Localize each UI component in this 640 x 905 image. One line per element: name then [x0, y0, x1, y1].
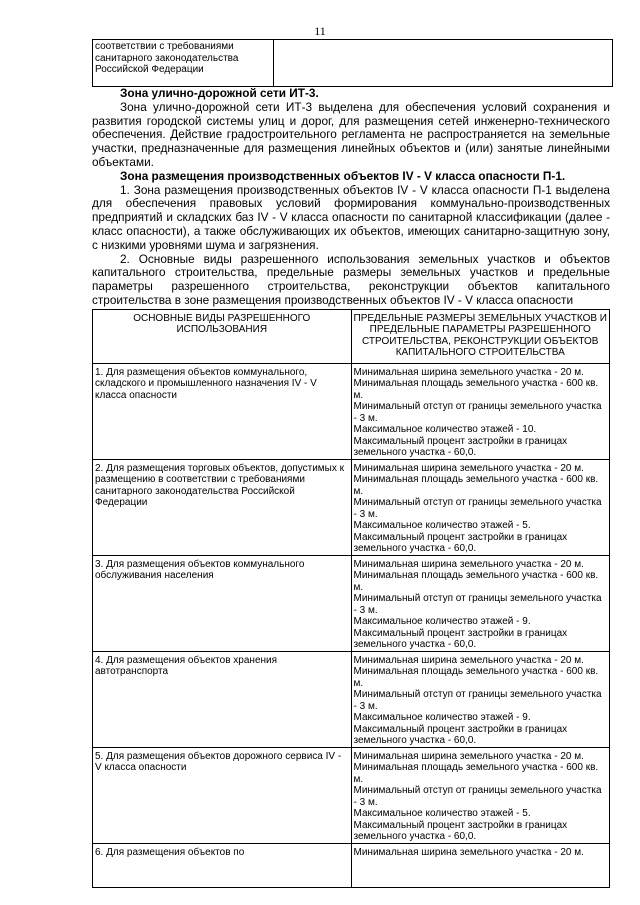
header-permitted-uses: ОСНОВНЫЕ ВИДЫ РАЗРЕШЕННОГО ИСПОЛЬЗОВАНИЯ — [93, 309, 352, 363]
use-cell: 3. Для размещения объектов коммунального обслуживания населения — [93, 555, 352, 651]
table-row — [93, 40, 613, 87]
param-line: Минимальная площадь земельного участка - 600 кв. м. — [353, 378, 599, 401]
params-cell — [351, 363, 610, 459]
continuation-cell-right — [274, 40, 613, 87]
permitted-uses-table — [92, 309, 610, 888]
use-cell: 1. Для размещения объектов коммунального, складского и промышленного назначения IV - V класса опасности — [93, 363, 352, 459]
param-line: Минимальная ширина земельного участка - 20 м. — [353, 366, 584, 378]
param-line: Минимальный отступ от границы земельного участка - 3 м. — [353, 785, 602, 808]
param-line: Минимальная ширина земельного участка - 20 м. — [353, 750, 584, 762]
param-line: Минимальная ширина земельного участка - 20 м. — [353, 846, 584, 858]
use-cell: 6. Для размещения объектов по — [93, 843, 352, 887]
param-line: Максимальное количество этажей - 9. — [353, 616, 531, 628]
params-cell — [351, 459, 610, 555]
table-header-row — [93, 309, 610, 363]
param-line: Максимальное количество этажей - 9. — [353, 712, 531, 724]
table-row — [93, 843, 610, 887]
header-limit-parameters: ПРЕДЕЛЬНЫЕ РАЗМЕРЫ ЗЕМЕЛЬНЫХ УЧАСТКОВ И ПРЕДЕЛЬНЫЕ ПАРАМЕТРЫ РАЗРЕШЕННОГО СТРОИТЕЛЬСТВА, РЕКОНСТРУКЦИИ ОБЪЕКТОВ КАПИТАЛЬНОГО СТРОИТЕЛЬСТВА — [351, 309, 610, 363]
zone-it3-paragraph: Зона улично-дорожной сети ИТ-3 выделена для обеспечения условий сохранения и развития городской системы улиц и дорог, для размещения сетей инженерно-технического обеспечения. Действие градостроительного регламента не распространяется на земельные участки, предназначенные для размещения линейных объектов и (или) занятые линейными объектами. — [92, 99, 610, 169]
continuation-cell-left: соответствии с требованиями санитарного законодательства Российской Федерации — [93, 40, 274, 87]
continuation-table — [92, 39, 613, 87]
param-line: Минимальная площадь земельного участка - 600 кв. м. — [353, 666, 599, 689]
params-cell — [351, 555, 610, 651]
param-line: Минимальный отступ от границы земельного участка - 3 м. — [353, 593, 602, 616]
table-row — [93, 555, 610, 651]
param-line: Максимальный процент застройки в границах земельного участка - 60,0. — [353, 435, 568, 459]
table-row — [93, 651, 610, 747]
zone-p1-paragraph-2: 2. Основные виды разрешенного использования земельных участков и объектов капитального строительства, предельные размеры земельных участков и предельные параметры разрешенного строительства, реконструкции объектов капитального строительства в зоне размещения производственных объектов IV - V класса опасности — [92, 251, 610, 307]
param-line: Максимальное количество этажей - 10. — [353, 424, 537, 436]
param-line: Минимальный отступ от границы земельного участка - 3 м. — [353, 497, 602, 520]
page-content — [92, 39, 610, 888]
param-line: Максимальное количество этажей - 5. — [353, 520, 531, 532]
params-cell — [351, 747, 610, 843]
text-block — [92, 87, 610, 308]
zone-p1-paragraph-1: 1. Зона размещения производственных объектов IV - V класса опасности П-1 выделена для обеспечения правовых условий формирования коммунально-производственных предприятий и складских баз IV - V класса опасности по санитарной классификации (далее - класс опасности), а также обслуживающих их объектов, имеющих санитарно-защитную зону, с низкими уровнями шума и загрязнения. — [92, 182, 610, 252]
params-cell — [351, 651, 610, 747]
param-line: Максимальный процент застройки в границах земельного участка - 60,0. — [353, 531, 568, 555]
param-line: Максимальный процент застройки в границах земельного участка - 60,0. — [353, 627, 568, 651]
zone-p1-heading: Зона размещения производственных объектов IV - V класса опасности П-1. — [120, 168, 566, 183]
param-line: Минимальный отступ от границы земельного участка - 3 м. — [353, 689, 602, 712]
page-number: 11 — [314, 24, 326, 38]
table-row — [93, 747, 610, 843]
use-cell: 5. Для размещения объектов дорожного сервиса IV - V класса опасности — [93, 747, 352, 843]
table-row — [93, 363, 610, 459]
param-line: Минимальный отступ от границы земельного участка - 3 м. — [353, 401, 602, 424]
use-cell: 4. Для размещения объектов хранения автотранспорта — [93, 651, 352, 747]
zone-it3-heading: Зона улично-дорожной сети ИТ-3. — [120, 86, 319, 100]
param-line: Максимальное количество этажей - 5. — [353, 808, 531, 820]
param-line: Минимальная площадь земельного участка - 600 кв. м. — [353, 474, 599, 497]
param-line: Минимальная ширина земельного участка - 20 м. — [353, 558, 584, 570]
param-line: Минимальная площадь земельного участка - 600 кв. м. — [353, 762, 599, 785]
param-line: Максимальный процент застройки в границах земельного участка - 60,0. — [353, 819, 568, 843]
params-cell — [351, 843, 610, 887]
use-cell: 2. Для размещения торговых объектов, допустимых к размещению в соответствии с требованиями санитарного законодательства Российской Федерации — [93, 459, 352, 555]
table-row — [93, 459, 610, 555]
param-line: Минимальная ширина земельного участка - 20 м. — [353, 462, 584, 474]
param-line: Максимальный процент застройки в границах земельного участка - 60,0. — [353, 723, 568, 747]
param-line: Минимальная площадь земельного участка - 600 кв. м. — [353, 570, 599, 593]
param-line: Минимальная ширина земельного участка - 20 м. — [353, 654, 584, 666]
